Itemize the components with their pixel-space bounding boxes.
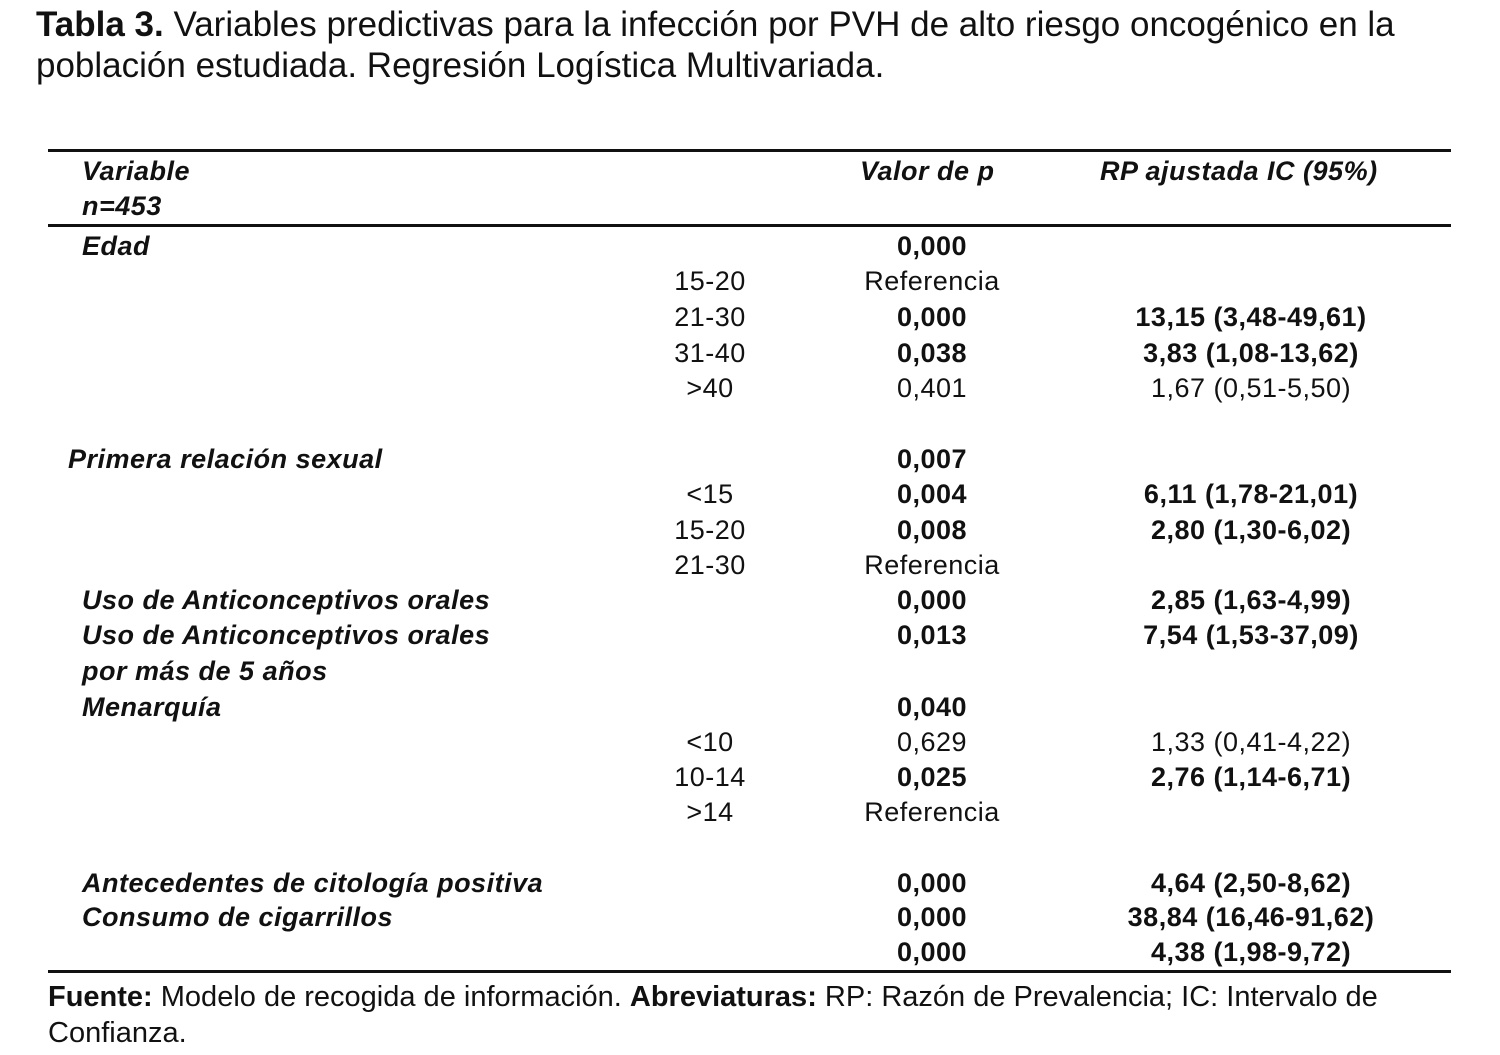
row-rp-anticonceptivos-5: 7,54 (1,53-37,09): [1143, 620, 1359, 650]
row-p-men-2: 0,025: [896, 762, 968, 792]
bottom-rule: [48, 970, 1451, 973]
header-rp: RP ajustada IC (95%): [1100, 156, 1378, 186]
row-sub-prs-1: <15: [686, 479, 734, 509]
row-label-citologia: Antecedentes de citología positiva: [82, 868, 544, 898]
row-p-men-1: 0,629: [896, 727, 968, 757]
row-label-anticonceptivos-5-line2: por más de 5 años: [82, 656, 328, 686]
row-label-primera-relacion: Primera relación sexual: [68, 444, 383, 474]
row-rp-edad-4: 1,67 (0,51-5,50): [1150, 373, 1352, 403]
row-p-anticonceptivos-5: 0,013: [896, 620, 968, 650]
row-p-edad-4: 0,401: [896, 373, 968, 403]
row-p-cigarrillos: 0,000: [896, 902, 968, 932]
row-rp-edad-3: 3,83 (1,08-13,62): [1143, 338, 1359, 368]
row-sub-edad-4: >40: [686, 373, 734, 403]
row-rp-last: 4,38 (1,98-9,72): [1150, 937, 1352, 967]
row-rp-cigarrillos: 38,84 (16,46-91,62): [1127, 902, 1375, 932]
row-p-men-3: Referencia: [864, 797, 1000, 827]
header-variable: Variable: [82, 156, 191, 186]
row-rp-men-2: 2,76 (1,14-6,71): [1150, 762, 1352, 792]
row-p-prs-2: 0,008: [896, 515, 968, 545]
row-p-anticonceptivos: 0,000: [896, 585, 968, 615]
row-p-edad-1: Referencia: [864, 266, 1000, 296]
row-sub-edad-3: 31-40: [674, 338, 746, 368]
row-sub-men-2: 10-14: [674, 762, 746, 792]
footnote-abbr-text: RP: Razón de Prevalencia; IC: Intervalo de Confianza.: [48, 981, 1378, 1049]
caption-text: Variables predictivas para la infección por PVH de alto riesgo oncogénico en la población estudiada. Regresión Logística Multivariada.: [36, 5, 1395, 85]
row-p-primera-relacion: 0,007: [896, 444, 968, 474]
header-n: n=453: [82, 191, 162, 221]
row-p-prs-1: 0,004: [896, 479, 968, 509]
row-rp-prs-1: 6,11 (1,78-21,01): [1143, 479, 1359, 509]
row-p-citologia: 0,000: [896, 868, 968, 898]
table-caption: [36, 4, 1486, 86]
row-sub-men-1: <10: [686, 727, 734, 757]
row-label-anticonceptivos-5-line1: Uso de Anticonceptivos orales: [82, 620, 491, 650]
row-p-edad-2: 0,000: [896, 302, 968, 332]
row-p-last: 0,000: [896, 937, 968, 967]
header-p-value: Valor de p: [860, 156, 995, 186]
top-rule: [48, 149, 1451, 152]
table-footnote: [48, 979, 1468, 1051]
row-rp-citologia: 4,64 (2,50-8,62): [1150, 868, 1352, 898]
row-label-cigarrillos: Consumo de cigarrillos: [82, 902, 394, 932]
row-sub-men-3: >14: [686, 797, 734, 827]
row-label-anticonceptivos: Uso de Anticonceptivos orales: [82, 585, 491, 615]
row-sub-prs-2: 15-20: [674, 515, 746, 545]
row-p-menarquia: 0,040: [896, 692, 968, 722]
row-p-prs-3: Referencia: [864, 550, 1000, 580]
footnote-abbr-label: Abreviaturas:: [629, 981, 817, 1013]
row-label-menarquia: Menarquía: [82, 692, 222, 722]
row-sub-prs-3: 21-30: [674, 550, 746, 580]
row-rp-prs-2: 2,80 (1,30-6,02): [1150, 515, 1352, 545]
row-sub-edad-2: 21-30: [674, 302, 746, 332]
row-p-edad: 0,000: [896, 231, 968, 261]
footnote-source-label: Fuente:: [48, 981, 153, 1013]
caption-label: Tabla 3.: [36, 5, 164, 44]
row-p-edad-3: 0,038: [896, 338, 968, 368]
row-sub-edad-1: 15-20: [674, 266, 746, 296]
header-rule: [48, 224, 1451, 227]
row-rp-edad-2: 13,15 (3,48-49,61): [1135, 302, 1367, 332]
row-rp-men-1: 1,33 (0,41-4,22): [1150, 727, 1352, 757]
row-rp-anticonceptivos: 2,85 (1,63-4,99): [1150, 585, 1352, 615]
row-label-edad: Edad: [82, 231, 151, 261]
footnote-source-text: Modelo de recogida de información.: [152, 981, 630, 1013]
